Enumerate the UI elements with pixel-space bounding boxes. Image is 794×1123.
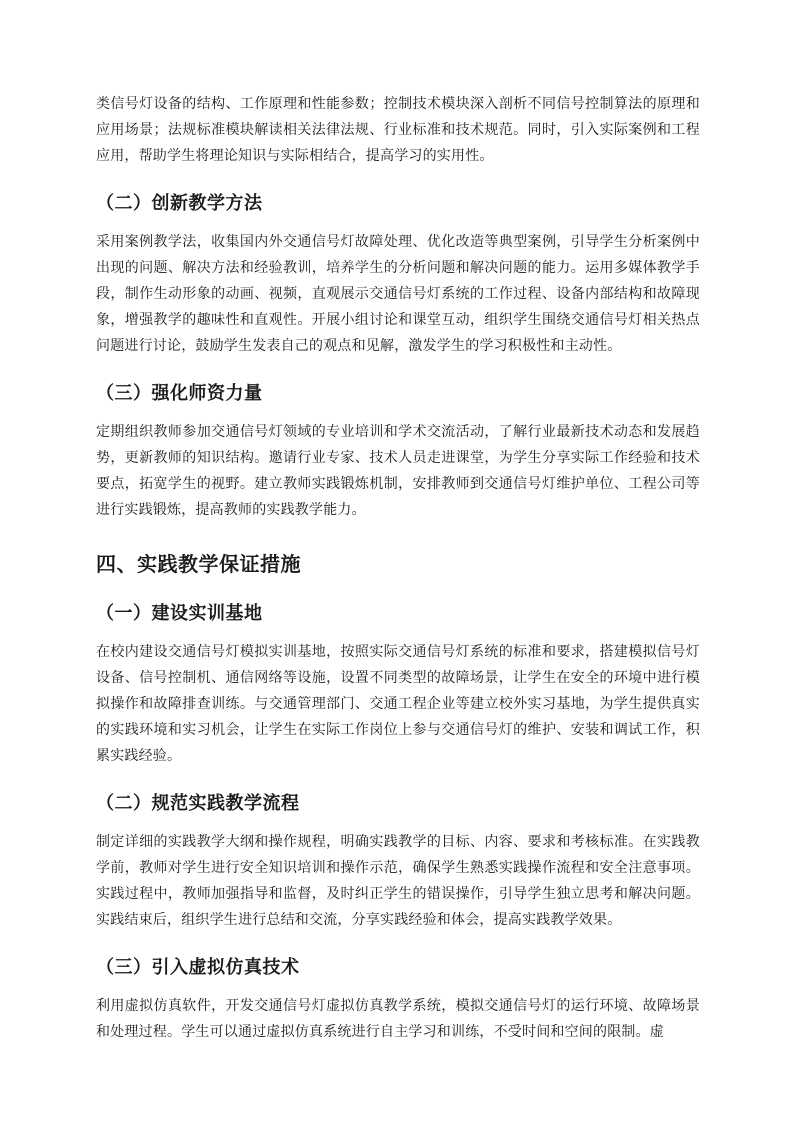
paragraph-teaching-methods: 采用案例教学法，收集国内外交通信号灯故障处理、优化改造等典型案例，引导学生分析案例中出现的问题、解决方法和经验教训，培养学生的分析问题和解决问题的能力。运用多媒体教学手段，制作生动形象的动画、视频，直观展示交通信号灯系统的工作过程、设备内部结构和故障现象，增强教学的趣味性和直观性。开展小组讨论和课堂互动，组织学生围绕交通信号灯相关热点问题进行讨论，鼓励学生发表自己的观点和见解，激发学生的学习积极性和主动性。	[96, 234, 700, 354]
heading-build-training-base: （一）建设实训基地	[96, 603, 263, 624]
paragraph-practice-process: 制定详细的实践教学大纲和操作规程，明确实践教学的目标、内容、要求和考核标准。在实践教学前，教师对学生进行安全知识培训和操作示范，确保学生熟悉实践操作流程和安全注意事项。实践过程中，教师加强指导和监督，及时纠正学生的错误操作，引导学生独立思考和解决问题。实践结束后，组织学生进行总结和交流，分享实践经验和体会，提高实践教学效果。	[96, 834, 700, 928]
paragraph-faculty: 定期组织教师参加交通信号灯领域的专业培训和学术交流活动，了解行业最新技术动态和发展趋势，更新教师的知识结构。邀请行业专家、技术人员走进课堂，为学生分享实际工作经验和技术要点，拓宽学生的视野。建立教师实践锻炼机制，安排教师到交通信号灯维护单位、工程公司等进行实践锻炼，提高教师的实践教学能力。	[96, 424, 700, 518]
paragraph-training-base: 在校内建设交通信号灯模拟实训基地，按照实际交通信号灯系统的标准和要求，搭建模拟信号灯设备、信号控制机、通信网络等设施，设置不同类型的故障场景，让学生在安全的环境中进行模拟操作和故障排查训练。与交通管理部门、交通工程企业等建立校外实习基地，为学生提供真实的实践环境和实习机会，让学生在实际工作岗位上参与交通信号灯的维护、安装和调试工作，积累实践经验。	[96, 644, 700, 764]
heading-strengthen-faculty: （三）强化师资力量	[96, 383, 263, 404]
heading-innovate-teaching-methods: （二）创新教学方法	[96, 193, 263, 214]
page-content	[96, 91, 700, 1045]
section-heading-practice-guarantee: 四、实践教学保证措施	[96, 552, 301, 576]
heading-virtual-simulation: （三）引入虚拟仿真技术	[96, 957, 300, 978]
paragraph-virtual-simulation: 利用虚拟仿真软件，开发交通信号灯虚拟仿真教学系统，模拟交通信号灯的运行环境、故障场景和处理过程。学生可以通过虚拟仿真系统进行自主学习和训练，不受时间和空间的限制。虚	[96, 998, 700, 1040]
paragraph-textbook-modules: 类信号灯设备的结构、工作原理和性能参数；控制技术模块深入剖析不同信号控制算法的原理和应用场景；法规标准模块解读相关法律法规、行业标准和技术规范。同时，引入实际案例和工程应用，帮助学生将理论知识与实际相结合，提高学习的实用性。	[96, 96, 700, 164]
heading-standardize-practice-process: （二）规范实践教学流程	[96, 793, 300, 814]
